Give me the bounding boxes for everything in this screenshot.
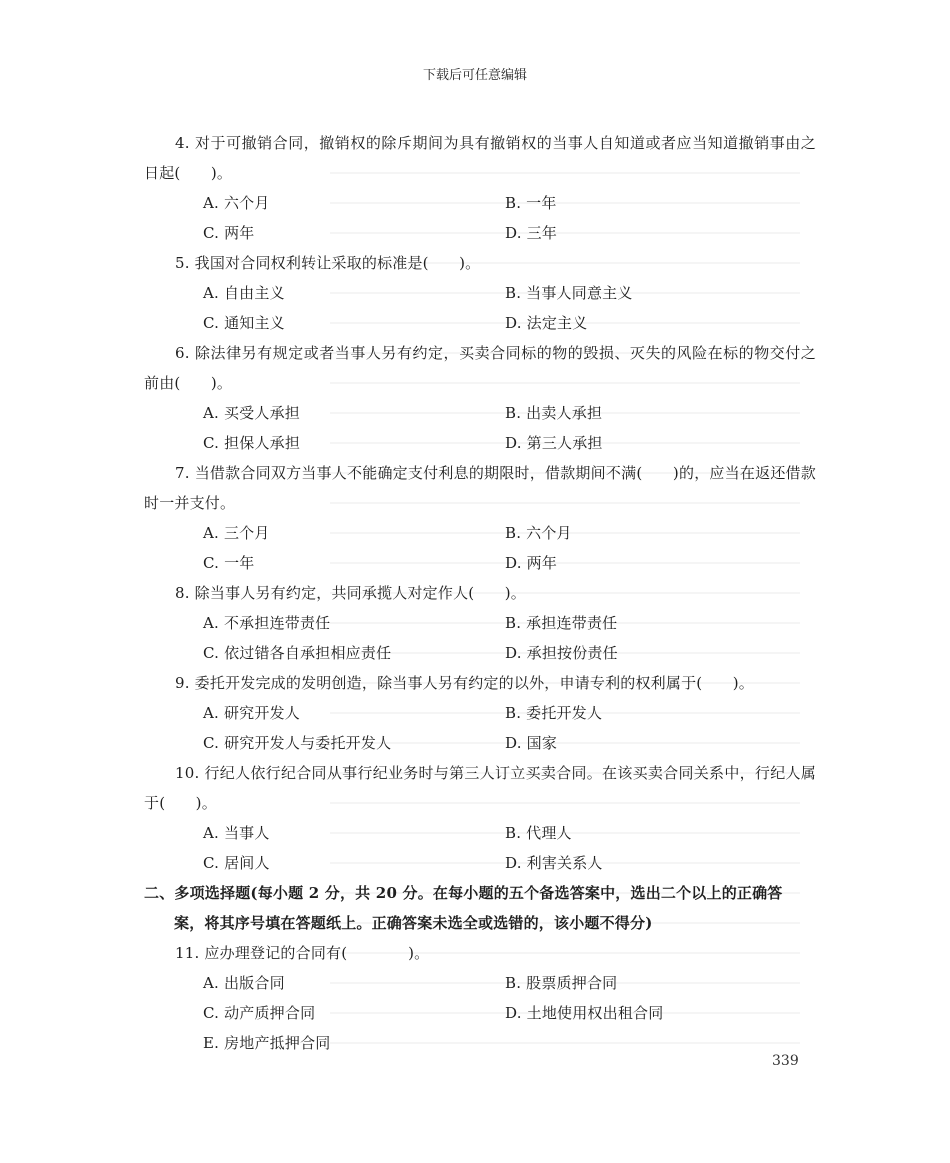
question-8 bbox=[144, 578, 816, 668]
page-number: 339 bbox=[772, 1053, 799, 1069]
question-10 bbox=[144, 758, 816, 878]
option-b: B. 当事人同意主义 bbox=[505, 284, 633, 302]
option-d: D. 三年 bbox=[505, 224, 558, 242]
option-c: C. 依过错各自承担相应责任 bbox=[203, 644, 392, 662]
option-a: A. 自由主义 bbox=[203, 284, 285, 302]
option-row bbox=[144, 608, 816, 638]
option-b: B. 六个月 bbox=[505, 524, 572, 542]
question-5 bbox=[144, 248, 816, 338]
question-stem: 10. 行纪人依行纪合同从事行纪业务时与第三人订立买卖合同。在该买卖合同关系中，行纪人属于( )。 bbox=[144, 764, 816, 812]
section-heading-line-2: 案，将其序号填在答题纸上。正确答案未选全或选错的，该小题不得分) bbox=[174, 914, 653, 932]
option-b: B. 一年 bbox=[505, 194, 557, 212]
option-a: A. 三个月 bbox=[203, 524, 270, 542]
option-c: C. 通知主义 bbox=[203, 314, 285, 332]
option-c: C. 一年 bbox=[203, 554, 255, 572]
option-a: A. 不承担连带责任 bbox=[203, 614, 331, 632]
option-row bbox=[144, 638, 816, 668]
option-e: E. 房地产抵押合同 bbox=[203, 1034, 331, 1052]
option-c: C. 居间人 bbox=[203, 854, 270, 872]
option-row bbox=[144, 518, 816, 548]
option-a: A. 研究开发人 bbox=[203, 704, 300, 722]
option-d: D. 国家 bbox=[505, 734, 558, 752]
option-a: A. 出版合同 bbox=[203, 974, 285, 992]
option-b: B. 委托开发人 bbox=[505, 704, 603, 722]
option-d: D. 利害关系人 bbox=[505, 854, 603, 872]
question-6 bbox=[144, 338, 816, 458]
question-7 bbox=[144, 458, 816, 578]
question-9 bbox=[144, 668, 816, 758]
question-stem: 4. 对于可撤销合同，撤销权的除斥期间为具有撤销权的当事人自知道或者应当知道撤销事由之日起( )。 bbox=[144, 134, 816, 182]
option-row bbox=[144, 188, 816, 218]
option-a: A. 六个月 bbox=[203, 194, 270, 212]
question-stem: 11. 应办理登记的合同有( )。 bbox=[175, 944, 430, 962]
option-row bbox=[144, 968, 816, 998]
option-d: D. 土地使用权出租合同 bbox=[505, 1004, 664, 1022]
option-c: C. 担保人承担 bbox=[203, 434, 301, 452]
question-stem: 6. 除法律另有规定或者当事人另有约定，买卖合同标的物的毁损、灭失的风险在标的物交付之前由( )。 bbox=[144, 344, 816, 392]
question-stem: 8. 除当事人另有约定，共同承揽人对定作人( )。 bbox=[175, 584, 526, 602]
option-row bbox=[144, 698, 816, 728]
option-d: D. 承担按份责任 bbox=[505, 644, 618, 662]
option-a: A. 当事人 bbox=[203, 824, 270, 842]
option-b: B. 股票质押合同 bbox=[505, 974, 618, 992]
section-heading-line-1: 二、多项选择题(每小题 2 分，共 20 分。在每小题的五个备选答案中，选出二个以上的正确答 bbox=[144, 884, 783, 902]
option-row bbox=[144, 428, 816, 458]
option-row bbox=[144, 998, 816, 1028]
option-row bbox=[144, 728, 816, 758]
option-b: B. 出卖人承担 bbox=[505, 404, 603, 422]
option-a: A. 买受人承担 bbox=[203, 404, 300, 422]
option-row bbox=[144, 218, 816, 248]
question-stem: 7. 当借款合同双方当事人不能确定支付利息的期限时，借款期间不满( )的，应当在返还借款时一并支付。 bbox=[144, 464, 816, 512]
option-row bbox=[144, 1028, 816, 1058]
option-d: D. 两年 bbox=[505, 554, 558, 572]
option-row bbox=[144, 848, 816, 878]
question-stem: 9. 委托开发完成的发明创造，除当事人另有约定的以外，申请专利的权利属于( )。 bbox=[175, 674, 754, 692]
exam-content bbox=[144, 128, 816, 1058]
question-4 bbox=[144, 128, 816, 248]
option-row bbox=[144, 548, 816, 578]
option-row bbox=[144, 398, 816, 428]
question-stem: 5. 我国对合同权利转让采取的标准是( )。 bbox=[175, 254, 481, 272]
page-header: 下载后可任意编辑 bbox=[422, 68, 527, 83]
option-row bbox=[144, 278, 816, 308]
option-c: C. 动产质押合同 bbox=[203, 1004, 316, 1022]
option-d: D. 法定主义 bbox=[505, 314, 588, 332]
option-b: B. 代理人 bbox=[505, 824, 572, 842]
option-row bbox=[144, 308, 816, 338]
question-11 bbox=[144, 938, 816, 1058]
option-c: C. 两年 bbox=[203, 224, 255, 242]
option-b: B. 承担连带责任 bbox=[505, 614, 618, 632]
option-row bbox=[144, 818, 816, 848]
option-d: D. 第三人承担 bbox=[505, 434, 603, 452]
option-c: C. 研究开发人与委托开发人 bbox=[203, 734, 392, 752]
section-heading bbox=[144, 878, 816, 938]
